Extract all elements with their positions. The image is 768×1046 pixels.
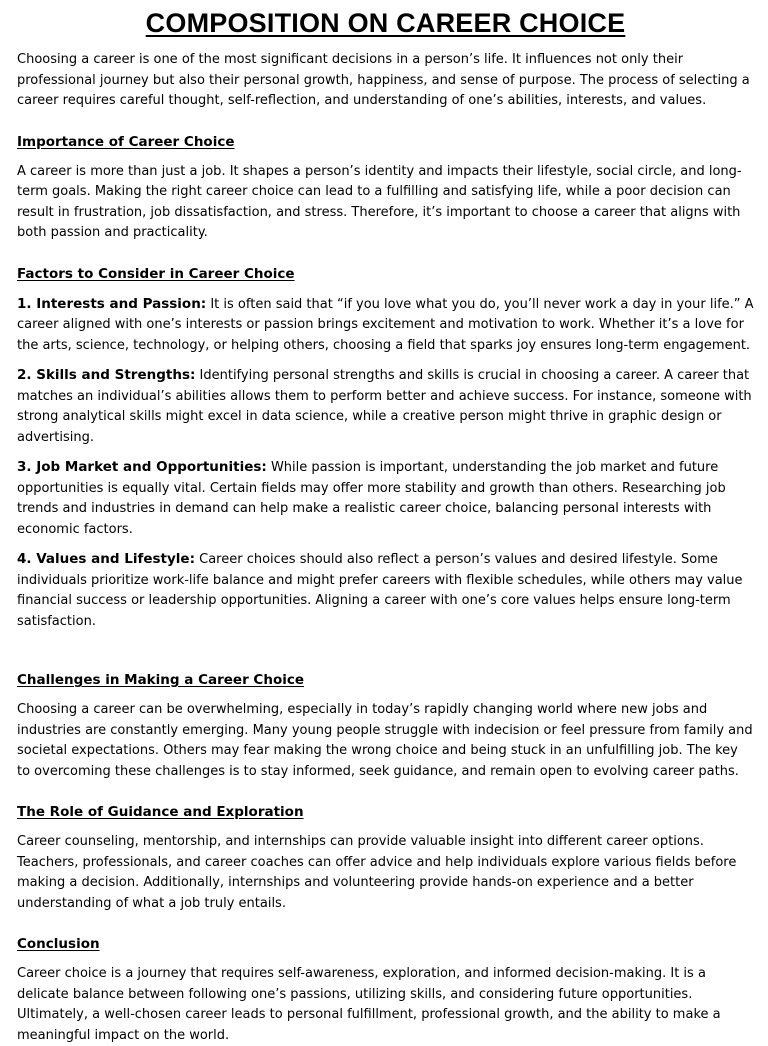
guidance-paragraph: Career counseling, mentorship, and internships can provide valuable insight into different career options. Teachers, professionals, and career coaches can offer advice and help individuals explore various fields before making a decision. Additionally, internships and volunteering provide hands-on experience and a better understanding of what a job truly entails. — [17, 834, 737, 911]
factor-text: While passion is important, understanding the job market and future opportunities is equally vital. Certain fields may offer more stability and growth than others. Researching job trends and industries in demand can help make a realistic career choice, balancing personal interests with economic factors. — [17, 460, 726, 537]
intro-paragraph: Choosing a career is one of the most significant decisions in a person’s life. It influences not only their professional journey but also their personal growth, happiness, and sense of purpose. The process of selecting a career requires careful thought, self-reflection, and understanding of one’s abilities, interests, and values. — [17, 52, 750, 108]
challenges-paragraph: Choosing a career can be overwhelming, especially in today’s rapidly changing world where new jobs and industries are constantly emerging. Many young people struggle with indecision or feel pressure from family and societal expectations. Others may fear making the wrong choice and being stuck in an unfulfilling job. The key to overcoming these challenges is to stay informed, seek guidance, and remain open to evolving career paths. — [17, 702, 753, 779]
importance-paragraph: A career is more than just a job. It shapes a person’s identity and impacts their lifestyle, social circle, and long-term goals. Making the right career choice can lead to a fulfilling and satisfying life, while a poor decision can result in frustration, job dissatisfaction, and stress. Therefore, it’s important to choose a career that aligns with both passion and practicality. — [17, 163, 742, 240]
factor-text: Identifying personal strengths and skills is crucial in choosing a career. A career that matches an individual’s abilities allows them to perform better and achieve success. For instance, someone with strong analytical skills might excel in data science, while a creative person might thrive in graphic design or advertising. — [17, 368, 752, 445]
factor-item — [17, 457, 754, 540]
factor-label: 3. Job Market and Opportunities: — [17, 459, 267, 475]
conclusion-paragraph: Career choice is a journey that requires self-awareness, exploration, and informed decision-making. It is a delicate balance between following one’s passions, utilizing skills, and considering future opportunities. Ultimately, a well-chosen career leads to personal fulfillment, professional growth, and the ability to make a meaningful impact on the world. — [17, 966, 721, 1043]
factor-text: It is often said that “if you love what you do, you’ll never work a day in your life.” A career aligned with one’s interests or passion brings excitement and motivation to work. Whether it’s a love for the arts, science, technology, or helping others, choosing a field that sparks joy ensures long-term engagement. — [17, 296, 754, 353]
factors-heading: Factors to Consider in Career Choice — [17, 265, 295, 282]
factor-item — [17, 294, 754, 357]
factor-item — [17, 365, 754, 448]
conclusion-heading: Conclusion — [17, 936, 100, 952]
challenges-heading: Challenges in Making a Career Choice — [17, 672, 305, 688]
factor-label: 4. Values and Lifestyle: — [17, 551, 195, 567]
guidance-heading: The Role of Guidance and Exploration — [17, 804, 304, 820]
document-title: COMPOSITION ON CAREER CHOICE — [145, 8, 626, 38]
factor-text: Career choices should also reflect a person’s values and desired lifestyle. Some individuals prioritize work-life balance and might prefer careers with flexible schedules, while others may value financial success or leadership opportunities. Aligning a career with one’s core values helps ensure long-term satisfaction. — [17, 552, 743, 629]
factor-label: 2. Skills and Strengths: — [17, 367, 196, 383]
factor-item — [17, 549, 754, 632]
factor-label: 1. Interests and Passion: — [17, 295, 207, 312]
importance-heading: Importance of Career Choice — [17, 133, 235, 150]
